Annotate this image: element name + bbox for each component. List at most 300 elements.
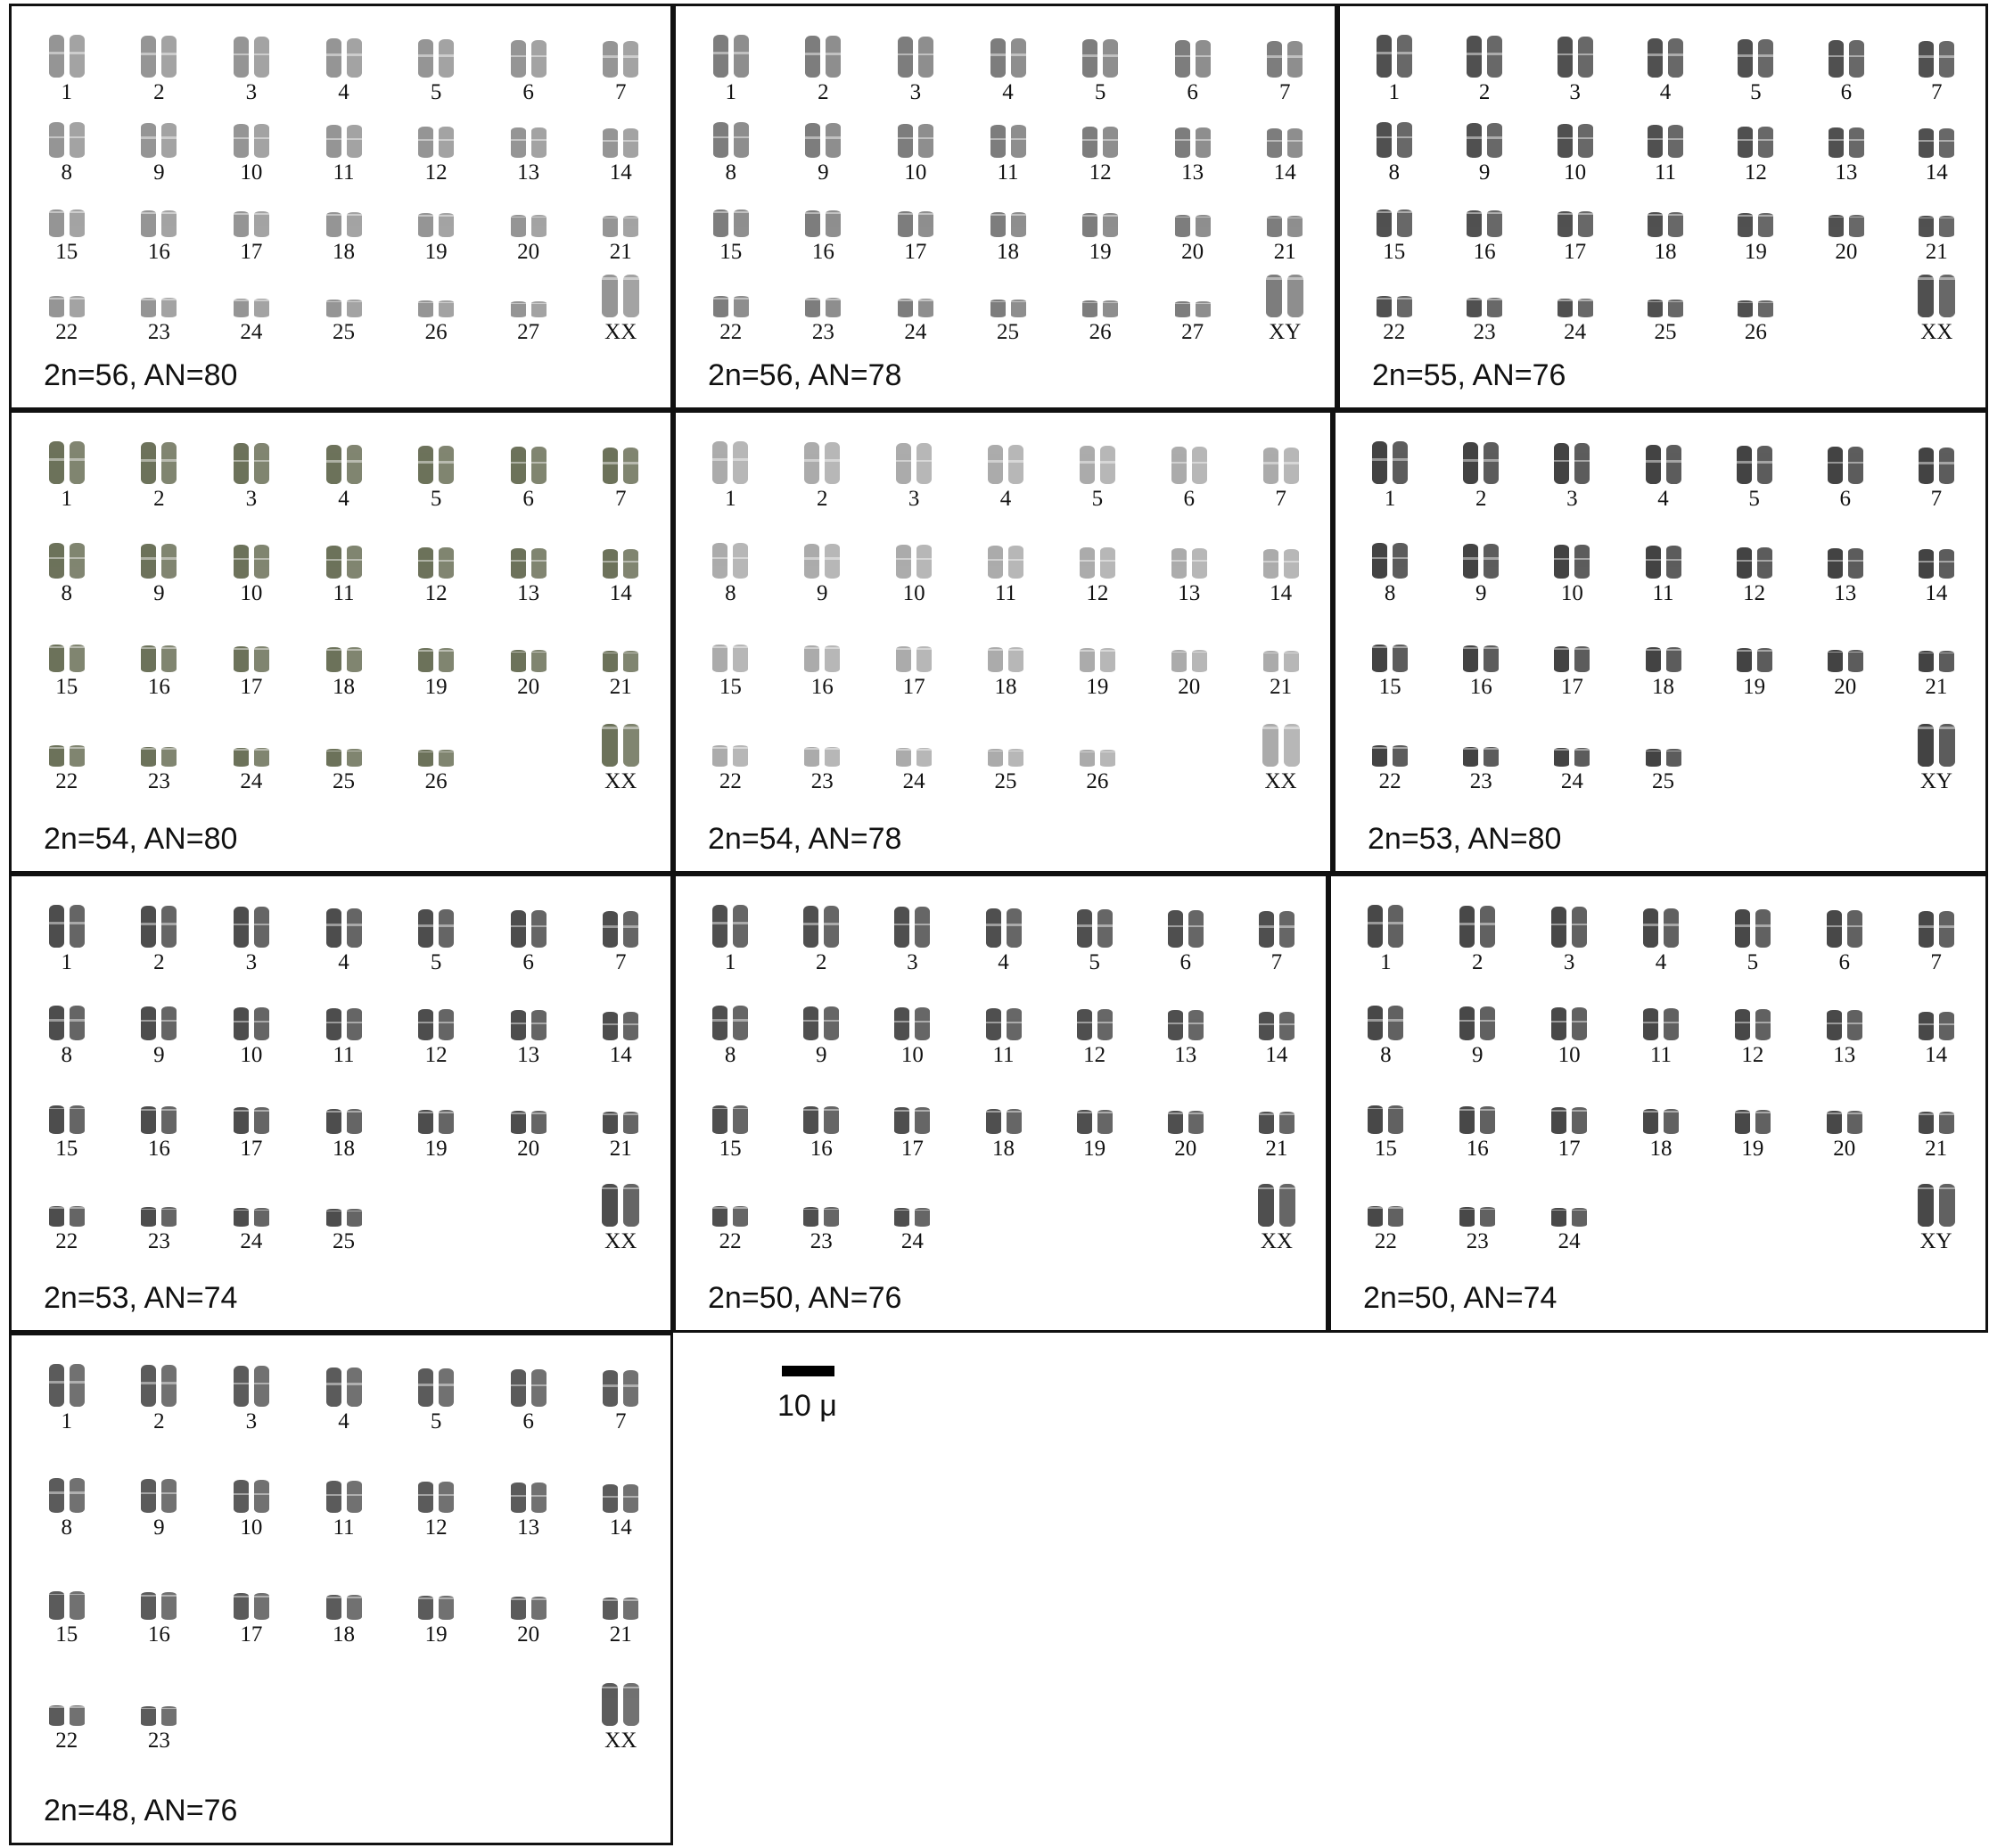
chromosome-pair [207, 617, 296, 706]
chromosome [49, 645, 64, 672]
chromosome-pair-image [1892, 892, 1981, 948]
chromosome-pair-image [1240, 103, 1329, 158]
chromosome-pair-image [484, 429, 573, 484]
chromosome-pair-image [300, 182, 389, 237]
chromosome-pair-image [22, 523, 111, 579]
chromosome [1008, 749, 1023, 767]
chromosome-number: 19 [424, 240, 448, 264]
chromosome-number: 4 [338, 80, 349, 104]
chromosome-pair [1345, 711, 1434, 801]
chromosome-pair [1345, 523, 1434, 612]
chromosome [326, 546, 341, 578]
chromosome-number: 25 [333, 768, 355, 793]
chromosome [1082, 127, 1097, 158]
chromosome [733, 905, 748, 948]
chromosome [713, 122, 728, 158]
chromosome-row [1340, 262, 1985, 360]
chromosome-pair-image [1148, 262, 1237, 317]
chromosome-number: XY [1919, 768, 1952, 793]
karyotype-caption: 2n=55, AN=76 [1372, 358, 1566, 392]
chromosome [1100, 446, 1115, 484]
chromosome-number: 5 [430, 950, 442, 974]
chromosome-row [12, 1171, 670, 1269]
chromosome-pair-image [391, 429, 481, 484]
chromosome-number: 20 [517, 1136, 540, 1161]
chromosome-pair-image [1440, 103, 1529, 158]
chromosome-pair-image [207, 1565, 296, 1620]
chromosome [439, 909, 454, 948]
chromosome-pair [114, 429, 203, 518]
chromosome-pair [686, 182, 776, 271]
chromosome [1939, 651, 1954, 672]
chromosome-number: 11 [994, 580, 1017, 605]
chromosome [805, 298, 820, 317]
chromosome-pair [300, 1079, 389, 1168]
chromosome-pair-image [207, 103, 296, 158]
chromosome-number: 12 [424, 1515, 448, 1540]
chromosome-pair [1232, 1171, 1321, 1261]
chromosome [439, 1368, 454, 1407]
chromosome-pair-image [1345, 711, 1434, 767]
chromosome [1484, 544, 1499, 579]
chromosome [1192, 548, 1207, 579]
chromosome-row [676, 985, 1326, 1083]
chromosome-number: 8 [1380, 1043, 1392, 1068]
chromosome-pair [1232, 1079, 1321, 1168]
chromosome-number: 17 [904, 240, 927, 264]
chromosome [1939, 549, 1954, 579]
chromosome-pair [484, 429, 573, 518]
chromosome [1646, 445, 1661, 484]
chromosome-number: 17 [900, 1136, 924, 1161]
chromosome [1487, 298, 1502, 317]
chromosome [1467, 298, 1482, 317]
chromosome [254, 124, 269, 157]
chromosome [1484, 747, 1499, 767]
chromosome [531, 1483, 547, 1513]
chromosome-pair-image [1802, 103, 1891, 158]
chromosome-number: 12 [1744, 160, 1767, 185]
chromosome-number: 7 [614, 80, 627, 104]
chromosome-pair [207, 1458, 296, 1547]
chromosome-pair [576, 523, 665, 612]
chromosome [1263, 448, 1278, 484]
chromosome-number: 3 [908, 487, 920, 511]
chromosome [254, 1107, 269, 1133]
chromosome [1554, 646, 1569, 672]
chromosome-number: 19 [1083, 1136, 1106, 1161]
chromosome-pair [22, 1671, 111, 1760]
chromosome-pair-image [484, 1458, 573, 1513]
chromosome [418, 909, 433, 948]
chromosome [1572, 1208, 1587, 1227]
chromosome-number: 24 [1560, 768, 1583, 793]
chromosome-number: 7 [1930, 950, 1942, 974]
chromosome [805, 210, 820, 237]
chromosome [531, 1597, 547, 1619]
chromosome-number: 17 [1564, 240, 1587, 264]
chromosome-pair [1345, 617, 1434, 706]
chromosome-row [12, 523, 670, 621]
chromosome-pair-image [1345, 429, 1434, 484]
chromosome [1757, 547, 1772, 579]
chromosome-number: 16 [810, 1136, 833, 1161]
chromosome-pair [1619, 711, 1708, 801]
chromosome [49, 1478, 64, 1514]
chromosome [1284, 448, 1299, 484]
chromosome [734, 35, 749, 78]
chromosome [1735, 909, 1750, 948]
chromosome-row [676, 711, 1330, 809]
chromosome-pair [778, 22, 867, 111]
chromosome-pair [1436, 711, 1525, 801]
chromosome [141, 1592, 156, 1619]
chromosome [234, 646, 249, 672]
chromosome-number: 22 [55, 319, 78, 344]
chromosome-row [12, 262, 670, 360]
chromosome-pair [686, 1079, 775, 1168]
chromosome-number: 20 [1181, 240, 1204, 264]
chromosome [1008, 546, 1023, 578]
chromosome-number: 14 [609, 580, 632, 605]
chromosome-number: 16 [1466, 1136, 1489, 1161]
chromosome-pair [484, 985, 573, 1074]
chromosome [713, 296, 728, 316]
chromosome-number: 6 [1179, 950, 1192, 974]
chromosome [531, 548, 547, 579]
chromosome [1918, 724, 1934, 767]
chromosome [1737, 648, 1752, 672]
chromosome-pair-image [484, 1079, 573, 1134]
chromosome-pair-image [686, 22, 776, 78]
chromosome-pair [391, 22, 481, 111]
chromosome [1372, 645, 1387, 672]
chromosome-pair [1050, 1079, 1139, 1168]
chromosome-number: 1 [61, 487, 73, 511]
chromosome-pair-image [484, 22, 573, 78]
chromosome [1484, 645, 1499, 672]
chromosome-pair [300, 985, 389, 1074]
chromosome [70, 1478, 85, 1514]
chromosome [70, 543, 85, 579]
chromosome-pair [959, 892, 1048, 981]
chromosome-number: 20 [1174, 1136, 1197, 1161]
chromosome-pair-image [1710, 523, 1799, 579]
chromosome [1368, 1006, 1383, 1041]
chromosome [804, 747, 819, 767]
chromosome [734, 296, 749, 316]
chromosome-number: 5 [430, 80, 442, 104]
chromosome-number: 16 [810, 675, 834, 699]
chromosome-pair-image [1436, 523, 1525, 579]
chromosome-number: 12 [1741, 1043, 1764, 1068]
chromosome [347, 300, 362, 317]
chromosome-pair [1621, 262, 1710, 351]
chromosome [1939, 1012, 1954, 1041]
chromosome-pair [1341, 1171, 1430, 1261]
chromosome-pair-image [686, 523, 775, 579]
chromosome-number: 16 [147, 1136, 170, 1161]
chromosome [1755, 1009, 1771, 1040]
chromosome-pair [207, 22, 296, 111]
chromosome-row [12, 1458, 670, 1556]
chromosome-number: 21 [609, 240, 632, 264]
karyotype-caption: 2n=48, AN=76 [44, 1794, 238, 1827]
chromosome-number: 5 [430, 487, 442, 511]
chromosome-pair-image [22, 711, 111, 767]
chromosome-pair [300, 262, 389, 351]
chromosome-pair [576, 182, 665, 271]
chromosome-number: 4 [338, 950, 349, 974]
chromosome [712, 905, 727, 948]
chromosome-pair [1433, 1171, 1522, 1261]
chromosome-number: 2 [1472, 950, 1484, 974]
chromosome-pair [1708, 985, 1797, 1074]
chromosome [824, 1006, 839, 1041]
chromosome [602, 1184, 618, 1227]
chromosome [1011, 38, 1026, 78]
chromosome [1267, 41, 1282, 78]
chromosome-number: 5 [1094, 80, 1106, 104]
chromosome-number: 21 [1925, 240, 1948, 264]
chromosome-pair-image [391, 523, 481, 579]
chromosome-number: 17 [1558, 1136, 1581, 1161]
karyotype-caption: 2n=53, AN=74 [44, 1281, 238, 1315]
chromosome-pair-image [391, 711, 481, 767]
chromosome-number: 24 [240, 319, 263, 344]
chromosome-pair-image [1440, 22, 1529, 78]
chromosome-pair [22, 711, 111, 801]
chromosome [1393, 543, 1408, 579]
chromosome-pair-image [1531, 262, 1620, 317]
chromosome-number: 9 [1478, 160, 1491, 185]
chromosome-pair-image [207, 711, 296, 767]
chromosome [894, 1007, 909, 1040]
chromosome-number: 14 [1265, 1043, 1288, 1068]
chromosome-pair [1148, 182, 1237, 271]
chromosome [1737, 446, 1752, 484]
chromosome-number: 23 [811, 319, 834, 344]
chromosome-pair [1053, 711, 1142, 801]
chromosome [1666, 749, 1681, 767]
chromosome-pair [114, 1079, 203, 1168]
chromosome-pair [1053, 429, 1142, 518]
chromosome [712, 1006, 727, 1041]
chromosome [70, 1206, 85, 1227]
chromosome-pair-image [1800, 892, 1889, 948]
chromosome-number: 24 [1558, 1228, 1581, 1253]
chromosome-pair [1341, 985, 1430, 1074]
chromosome-pair-image [1056, 262, 1145, 317]
chromosome-pair [869, 711, 958, 801]
chromosome-pair-image [1341, 985, 1430, 1040]
chromosome-pair [300, 617, 389, 706]
chromosome-pair [1056, 103, 1145, 192]
chromosome-pair-image [961, 617, 1050, 672]
chromosome-pair-image [1892, 617, 1981, 672]
chromosome-pair-image [1350, 182, 1439, 237]
chromosome-pair-image [1801, 523, 1890, 579]
chromosome-number: 22 [55, 1228, 78, 1253]
chromosome-pair [867, 892, 957, 981]
chromosome [1082, 39, 1097, 78]
chromosome [1848, 548, 1863, 579]
chromosome-pair-image [114, 1671, 203, 1726]
chromosome [511, 650, 526, 672]
chromosome [254, 1480, 269, 1513]
chromosome [1939, 724, 1955, 767]
chromosome [1377, 122, 1392, 158]
chromosome [602, 275, 618, 317]
chromosome [70, 1105, 85, 1133]
chromosome-pair [1711, 182, 1800, 271]
chromosome [734, 122, 749, 158]
chromosome [1100, 750, 1115, 766]
chromosome-pair-image [1711, 22, 1800, 78]
chromosome-number: 2 [153, 950, 165, 974]
chromosome-pair-image [114, 429, 203, 484]
chromosome-number: 11 [1654, 160, 1677, 185]
chromosome-number: 5 [1750, 80, 1762, 104]
chromosome-pair-image [1525, 985, 1614, 1040]
chromosome-pair [686, 1171, 775, 1261]
chromosome [1758, 39, 1773, 78]
chromosome [511, 1483, 526, 1513]
karyotype-caption: 2n=56, AN=80 [44, 358, 238, 392]
chromosome-pair-image [1436, 429, 1525, 484]
chromosome-number: 23 [810, 768, 834, 793]
chromosome [1646, 749, 1661, 767]
chromosome [918, 211, 933, 237]
chromosome-number: 7 [1270, 950, 1283, 974]
chromosome-pair-image [777, 711, 867, 767]
chromosome [1463, 747, 1478, 767]
chromosome [1080, 750, 1095, 766]
chromosome-pair-image [686, 711, 775, 767]
chromosome [603, 216, 618, 237]
chromosome-pair-image [1527, 429, 1616, 484]
chromosome-number: 21 [1925, 675, 1948, 699]
chromosome-pair-image [1053, 617, 1142, 672]
chromosome-pair [869, 523, 958, 612]
chromosome-pair [778, 262, 867, 351]
chromosome [439, 1596, 454, 1620]
chromosome [511, 910, 526, 948]
chromosome [254, 1366, 269, 1407]
chromosome-pair-image [871, 262, 960, 317]
chromosome [623, 448, 638, 484]
chromosome [161, 544, 177, 579]
chromosome [918, 124, 933, 157]
chromosome [918, 37, 933, 78]
chromosome [712, 645, 727, 672]
chromosome-number: 17 [240, 1622, 263, 1647]
chromosome-pair-image [1050, 1079, 1139, 1134]
chromosome-number: 12 [424, 1043, 448, 1068]
chromosome [161, 123, 177, 158]
chromosome-number: 23 [1466, 1228, 1489, 1253]
chromosome-number: 25 [994, 768, 1017, 793]
chromosome-pair [1145, 617, 1234, 706]
chromosome [1377, 209, 1392, 237]
chromosome-number: 4 [999, 487, 1012, 511]
chromosome-pair-image [22, 182, 111, 237]
chromosome-pair [867, 1079, 957, 1168]
chromosome-row [1336, 711, 1985, 809]
chromosome-number: 15 [1383, 240, 1406, 264]
chromosome-pair [22, 262, 111, 351]
chromosome-number: 20 [1178, 675, 1201, 699]
chromosome [1082, 213, 1097, 237]
chromosome-pair-image [1053, 711, 1142, 767]
chromosome [439, 1110, 454, 1134]
chromosome-number: 2 [815, 950, 827, 974]
chromosome-pair [114, 1171, 203, 1261]
chromosome [826, 123, 841, 158]
chromosome-pair-image [576, 429, 665, 484]
chromosome-pair [391, 711, 481, 801]
chromosome [1175, 215, 1190, 237]
chromosome-pair-image [867, 892, 957, 948]
chromosome-row [12, 429, 670, 527]
chromosome [916, 748, 932, 767]
chromosome-pair-image [22, 262, 111, 317]
chromosome [418, 39, 433, 78]
chromosome-pair [961, 429, 1050, 518]
chromosome [1918, 1184, 1934, 1227]
chromosome-pair [867, 1171, 957, 1261]
chromosome [161, 645, 177, 672]
chromosome-pair-image [207, 429, 296, 484]
chromosome-pair-image [686, 892, 775, 948]
chromosome-number: 1 [724, 950, 736, 974]
chromosome-number: 1 [725, 487, 736, 511]
chromosome [1578, 299, 1593, 317]
chromosome [347, 125, 362, 157]
chromosome [1196, 40, 1211, 78]
chromosome-number: XY [1269, 319, 1302, 344]
chromosome-number: 15 [719, 240, 743, 264]
chromosome-pair [777, 892, 866, 981]
chromosome [511, 447, 526, 484]
chromosome-pair [391, 1565, 481, 1654]
chromosome-pair-image [778, 103, 867, 158]
chromosome-pair-image [1892, 103, 1981, 158]
chromosome-pair-image [1237, 523, 1326, 579]
chromosome [1648, 125, 1663, 157]
chromosome-pair-image [1711, 262, 1800, 317]
chromosome-pair [1240, 22, 1329, 111]
chromosome [70, 209, 85, 237]
chromosome [603, 128, 618, 158]
chromosome [1829, 127, 1844, 158]
chromosome [1284, 724, 1300, 767]
chromosome-pair-image [391, 892, 481, 948]
chromosome-row [12, 1351, 670, 1450]
chromosome-pair [1525, 892, 1614, 981]
chromosome-number: 16 [1469, 675, 1492, 699]
chromosome-number: 14 [609, 160, 632, 185]
chromosome-pair-image [686, 617, 775, 672]
chromosome [803, 906, 818, 948]
chromosome-pair-image [114, 892, 203, 948]
chromosome [531, 910, 547, 948]
chromosome-number: 19 [1743, 675, 1766, 699]
chromosome [803, 1207, 818, 1227]
chromosome-pair-image [1802, 22, 1891, 78]
chromosome-number: 3 [1566, 487, 1578, 511]
chromosome [916, 443, 932, 484]
